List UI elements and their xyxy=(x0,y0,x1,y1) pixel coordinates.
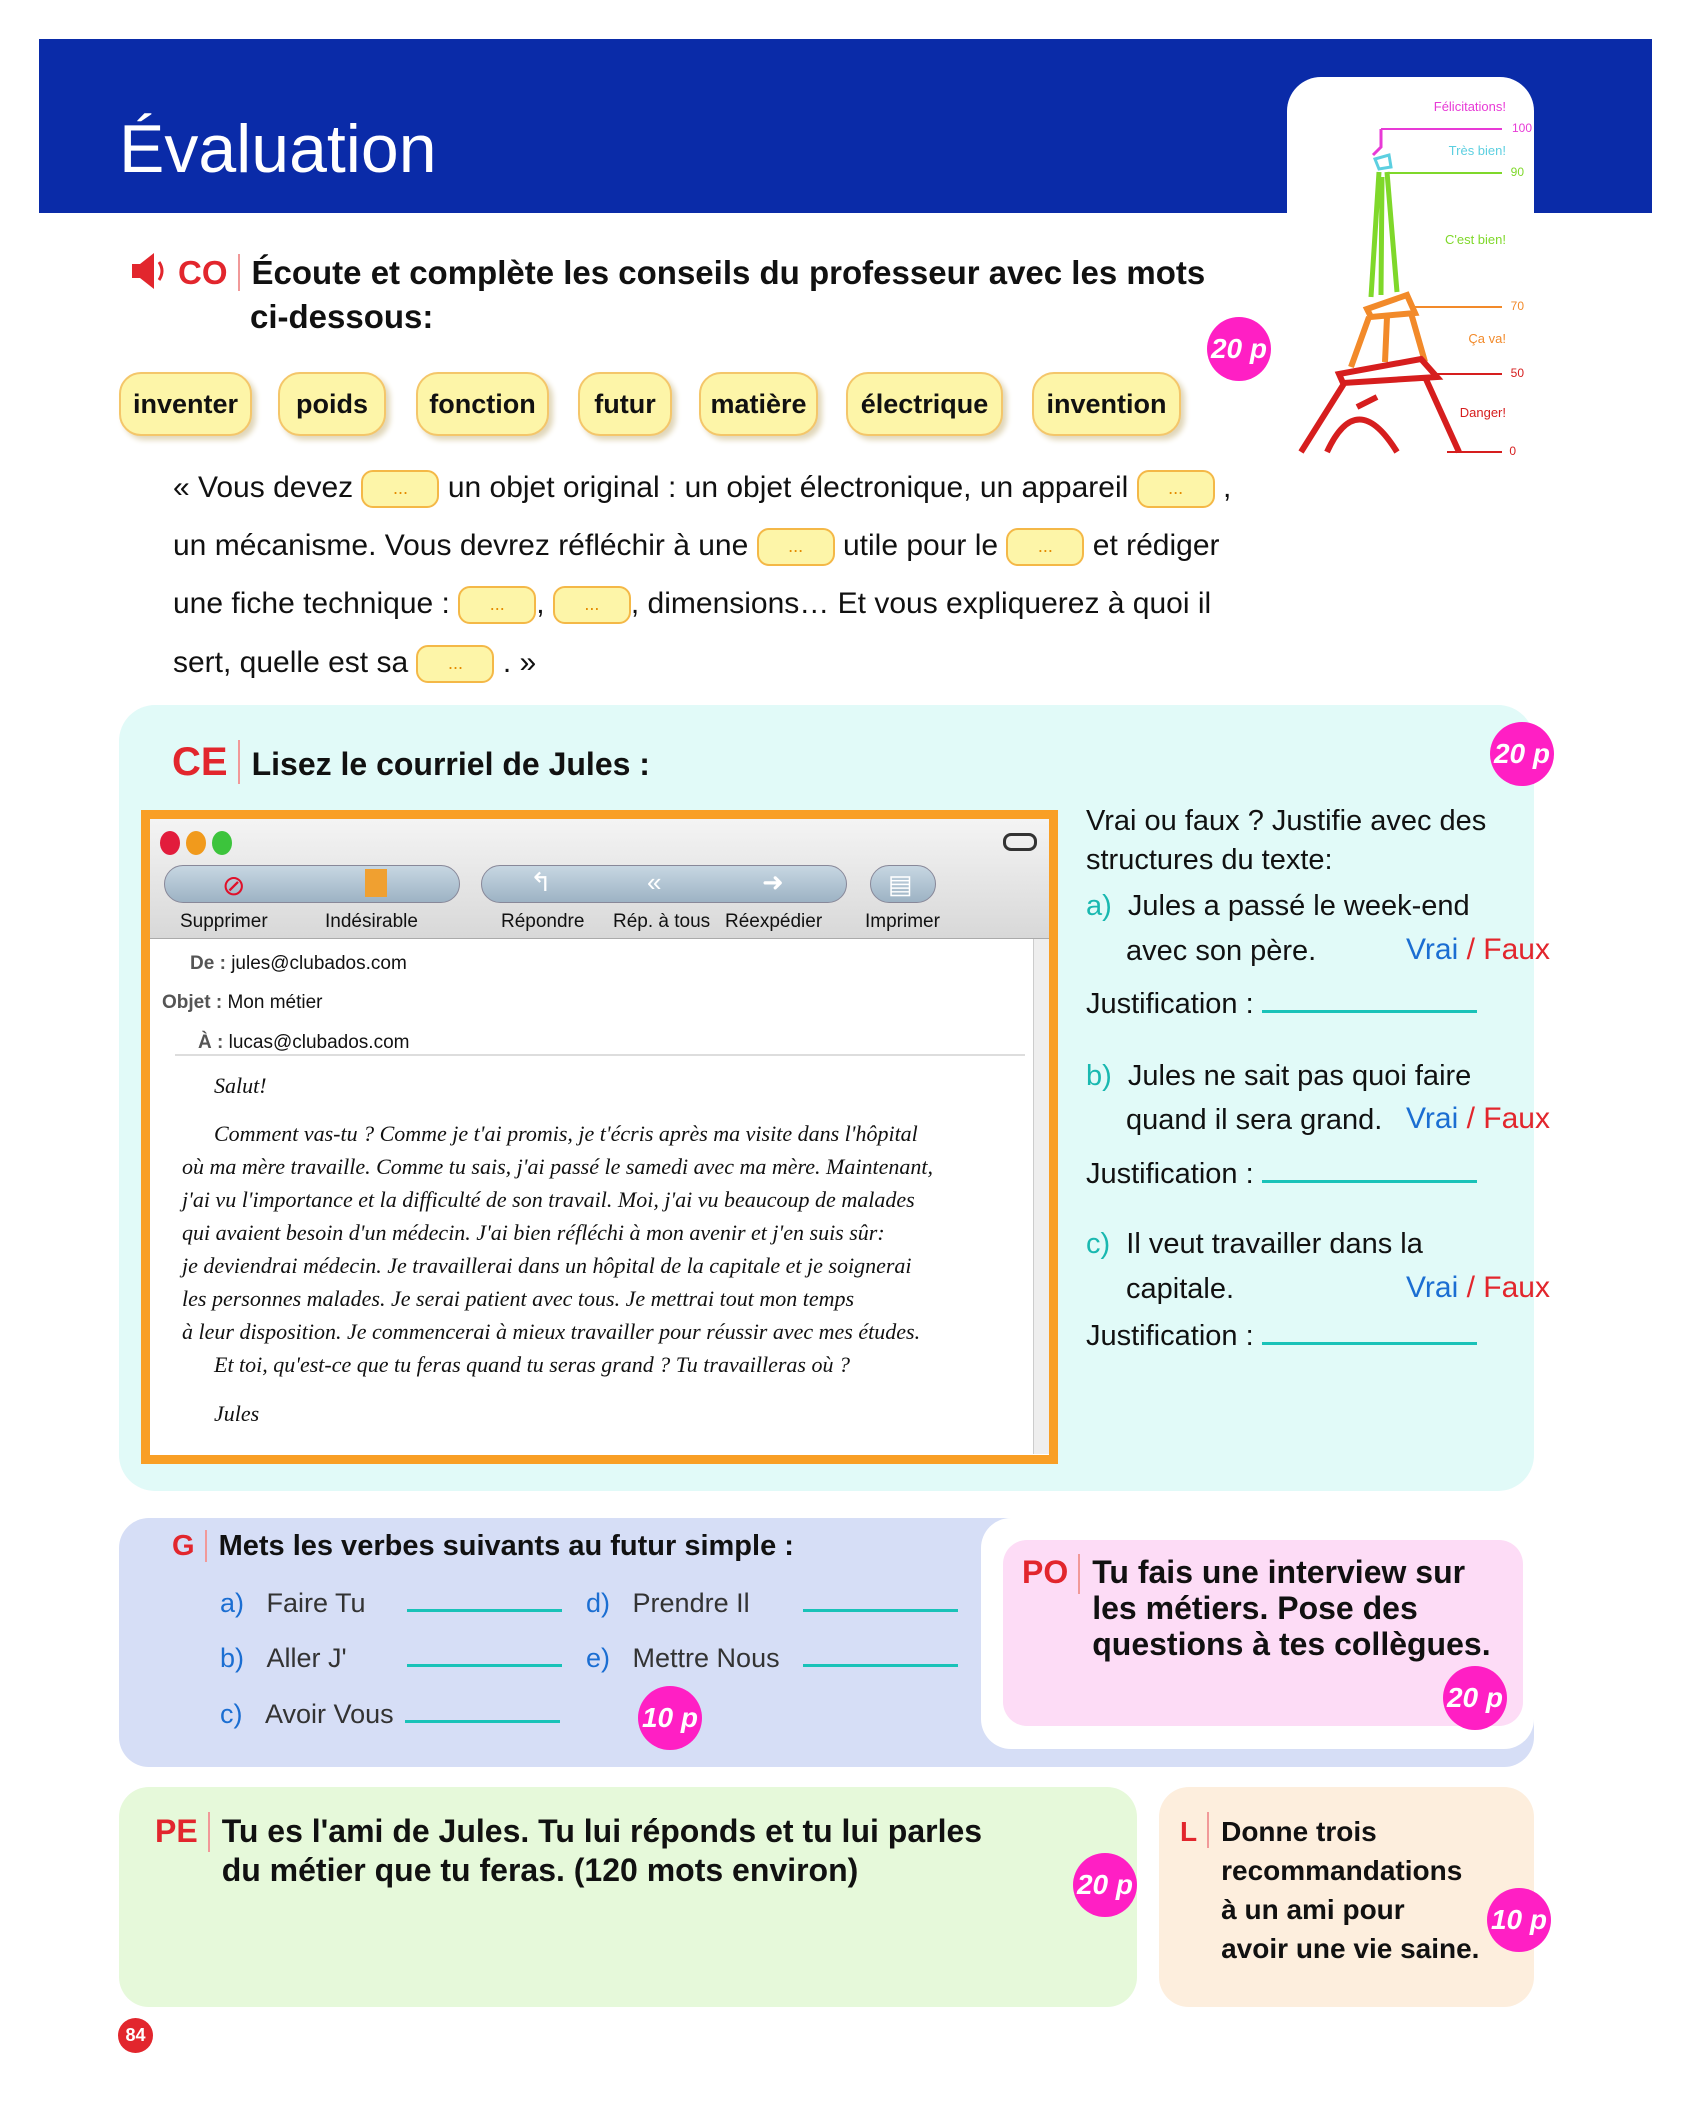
points-badge: 20 p xyxy=(1490,722,1554,786)
scale-tick: 100 xyxy=(1511,121,1532,135)
page-number: 84 xyxy=(118,2018,153,2053)
junk-icon[interactable] xyxy=(365,869,387,897)
forward-button[interactable]: Réexpédier xyxy=(725,911,823,932)
word-chip: invention xyxy=(1032,372,1181,436)
scale-tick: 70 xyxy=(1510,299,1524,313)
question-intro: structures du texte: xyxy=(1086,844,1333,876)
email-line: à leur disposition. Je commencerai à mieux travailler pour réussir avec mes études. xyxy=(182,1319,921,1344)
scale-label: C'est bien! xyxy=(1444,232,1506,247)
text-line: « Vous devez ... un objet original : un objet électronique, un appareil ... , xyxy=(173,470,1231,508)
true-false-choice[interactable]: Vrai / Faux xyxy=(1406,933,1550,966)
word-chip: électrique xyxy=(846,372,1003,436)
toolbar-group xyxy=(164,865,460,903)
word-chip: matière xyxy=(699,372,818,436)
scale-label: Ça va! xyxy=(1468,331,1506,346)
points-badge: 20 p xyxy=(1207,317,1271,381)
co-instruction: CO Écoute et complète les conseils du professeur avec les mots xyxy=(178,254,1206,291)
email-line: qui avaient besoin d'un médecin. J'ai bien réfléchi à mon avenir et j'en suis sûr: xyxy=(182,1220,885,1245)
g-instruction: G Mets les verbes suivants au futur simple : xyxy=(172,1530,794,1562)
justification-field[interactable]: Justification : xyxy=(1086,1158,1477,1191)
points-badge: 10 p xyxy=(1487,1888,1551,1952)
question-c: c) Il veut travailler dans la xyxy=(1086,1228,1423,1260)
blank-field[interactable]: ... xyxy=(757,528,835,566)
print-icon[interactable]: ▤ xyxy=(888,869,913,899)
blank-field[interactable]: ... xyxy=(416,645,494,683)
close-window-button[interactable] xyxy=(160,831,180,855)
question-a-cont: avec son père. xyxy=(1126,935,1317,967)
reply-all-button[interactable]: Rép. à tous xyxy=(613,911,711,932)
delete-icon[interactable]: ⊘ xyxy=(222,870,246,901)
text-line: sert, quelle est sa ... . » xyxy=(173,645,536,683)
email-line: j'ai vu l'importance et la difficulté de son travail. Moi, j'ai vu beaucoup de malades xyxy=(182,1187,915,1212)
justification-field[interactable]: Justification : xyxy=(1086,1320,1477,1353)
scale-label: Très bien! xyxy=(1448,143,1506,158)
question-b-cont: quand il sera grand. xyxy=(1126,1104,1383,1136)
section-code: CO xyxy=(178,254,240,291)
toolbar-toggle-button[interactable] xyxy=(1003,833,1037,851)
blank-field[interactable]: ... xyxy=(553,586,631,624)
co-instruction-2: ci-dessous: xyxy=(250,298,434,335)
zoom-window-button[interactable] xyxy=(212,831,232,855)
delete-button[interactable]: Supprimer xyxy=(180,911,268,932)
question-b: b) Jules ne sait pas quoi faire xyxy=(1086,1060,1472,1092)
question-c-cont: capitale. xyxy=(1126,1273,1235,1305)
word-chip: poids xyxy=(278,372,386,436)
score-scale xyxy=(1287,77,1534,462)
ce-title: CE Lisez le courriel de Jules : xyxy=(172,740,650,784)
page-title: Évaluation xyxy=(119,111,437,187)
verb-item[interactable]: b) Aller J' xyxy=(220,1643,562,1674)
verb-item[interactable]: a) Faire Tu xyxy=(220,1588,562,1619)
points-badge: 20 p xyxy=(1443,1666,1507,1730)
reply-icon[interactable]: ↰ xyxy=(530,867,552,897)
email-line: je deviendrai médecin. Je travaillerai dans un hôpital de la capitale et je soignerai xyxy=(182,1253,912,1278)
pe-instruction: PE Tu es l'ami de Jules. Tu lui réponds et tu lui parles du métier que tu feras. (120 mots environ) xyxy=(155,1813,983,1888)
word-chip: futur xyxy=(578,372,672,436)
true-false-choice[interactable]: Vrai / Faux xyxy=(1406,1271,1550,1304)
points-badge: 10 p xyxy=(638,1686,702,1750)
blank-field[interactable]: ... xyxy=(1137,470,1215,508)
email-greeting: Salut! xyxy=(214,1073,267,1098)
email-line: où ma mère travaille. Comme tu sais, j'ai passé le samedi avec ma mère. Maintenant, xyxy=(182,1154,933,1179)
question-a: a) Jules a passé le week-end xyxy=(1086,890,1470,922)
true-false-choice[interactable]: Vrai / Faux xyxy=(1406,1102,1550,1135)
word-chip: fonction xyxy=(416,372,549,436)
question-intro: Vrai ou faux ? Justifie avec des xyxy=(1086,805,1487,837)
text-line: une fiche technique : ... , ... , dimensions… Et vous expliquerez à quoi il xyxy=(173,586,1211,624)
email-line: Comment vas-tu ? Comme je t'ai promis, je t'écris après ma visite dans l'hôpital xyxy=(214,1121,918,1146)
divider xyxy=(175,1054,1025,1056)
scale-tick: 90 xyxy=(1510,165,1524,179)
email-line: Et toi, qu'est-ce que tu feras quand tu seras grand ? Tu travailleras où ? xyxy=(214,1352,850,1377)
l-instruction: L Donne trois recommandations à un ami pour avoir une vie saine. xyxy=(1180,1812,1479,1968)
email-line: les personnes malades. Je serai patient avec tous. Je mettrai tout mon temps xyxy=(182,1286,855,1311)
email-window: ⊘ ↰ « ➜ ▤ Supprimer Indésirable Répondre Rép. à tous Réexpédier Imprimer De : jules@clubados.com Objet : Mon métier À : lucas@clubados.com Salut! Comment vas-tu ? Comme je t'ai promis, je t'écris après ma visite dans l'hôpital où ma mère travaille. Comme tu sais, j'ai passé le samedi avec ma mère. Maintenant, j'ai vu l'importance et la difficulté de son travail. Moi, j'ai vu beaucoup de malades qui avaient besoin d'un médecin. J'ai bien réfléchi à mon avenir et j'en suis sûr: je deviendrai médecin. Je travaillerai dans un hôpital de la capitale et je soignerai les personnes malades. Je serai patient avec tous. Je mettrai tout mon temps à leur disposition. Je commencerai à mieux travailler pour réussir avec mes études. Et toi, qu'est-ce que tu feras quand tu seras grand ? Tu travailleras où ? Jules xyxy=(141,810,1058,1464)
justification-field[interactable]: Justification : xyxy=(1086,988,1477,1021)
scale-tick: 0 xyxy=(1509,444,1516,458)
minimize-window-button[interactable] xyxy=(186,831,206,855)
verb-item[interactable]: e) Mettre Nous xyxy=(586,1643,958,1674)
forward-icon[interactable]: ➜ xyxy=(762,867,784,897)
scale-label: Danger! xyxy=(1459,405,1506,420)
text-line: un mécanisme. Vous devrez réfléchir à une ... utile pour le ... et rédiger xyxy=(173,528,1220,566)
word-chip: inventer xyxy=(119,372,252,436)
reply-button[interactable]: Répondre xyxy=(501,911,585,932)
scrollbar[interactable] xyxy=(1033,939,1049,1454)
blank-field[interactable]: ... xyxy=(1006,528,1084,566)
po-instruction: PO Tu fais une interview sur les métiers. Pose des questions à tes collègues. xyxy=(1022,1554,1491,1662)
reply-all-icon[interactable]: « xyxy=(647,867,662,897)
blank-field[interactable]: ... xyxy=(458,586,536,624)
points-badge: 20 p xyxy=(1073,1853,1137,1917)
blank-field[interactable]: ... xyxy=(361,470,439,508)
email-signature: Jules xyxy=(214,1401,260,1426)
verb-item[interactable]: c) Avoir Vous xyxy=(220,1699,560,1730)
scale-tick: 50 xyxy=(1510,366,1524,380)
print-button[interactable]: Imprimer xyxy=(865,911,940,932)
speaker-icon[interactable] xyxy=(128,250,168,297)
scale-label: Félicitations! xyxy=(1433,99,1506,114)
junk-button[interactable]: Indésirable xyxy=(325,911,418,932)
verb-item[interactable]: d) Prendre Il xyxy=(586,1588,958,1619)
